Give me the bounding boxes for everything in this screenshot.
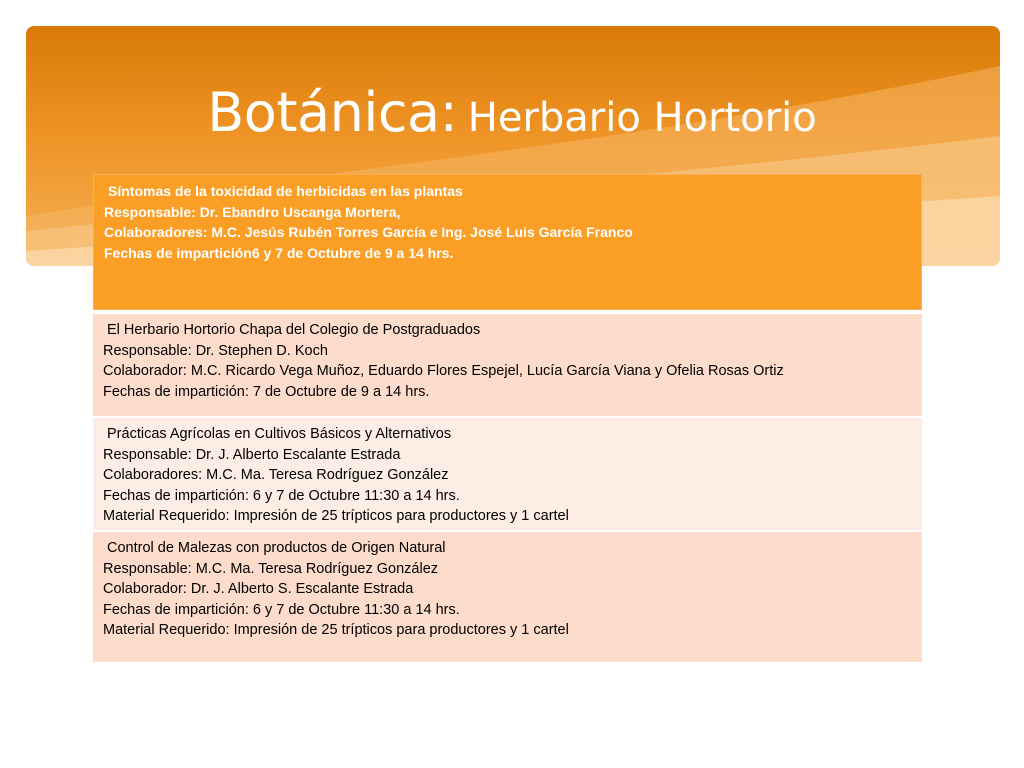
page-title-sub: Herbario Hortorio [467, 95, 817, 141]
course-collaborators: Colaboradores: M.C. Ma. Teresa Rodríguez González [103, 467, 449, 484]
course-material: Material Requerido: Impresión de 25 trípticos para productores y 1 cartel [103, 508, 569, 525]
page-title [0, 81, 1024, 144]
course-dates: Fechas de impartición: 7 de Octubre de 9 a 14 hrs. [103, 383, 430, 400]
course-title: Síntomas de la toxicidad de herbicidas en las plantas [108, 183, 463, 199]
table-row [93, 416, 922, 530]
course-title: Control de Malezas con productos de Origen Natural [107, 540, 446, 556]
course-dates: Fechas de impartición: 6 y 7 de Octubre 11:30 a 14 hrs. [103, 487, 460, 504]
course-title: Prácticas Agrícolas en Cultivos Básicos y Alternativos [107, 426, 452, 442]
course-collaborators: Colaborador: M.C. Ricardo Vega Muñoz, Eduardo Flores Espejel, Lucía García Viana y Ofelia Rosas Ortiz [103, 363, 784, 380]
page-title-main: Botánica: [207, 81, 458, 144]
course-collaborators: Colaborador: Dr. J. Alberto S. Escalante Estrada [103, 581, 414, 598]
course-responsible: Responsable: Dr. Stephen D. Koch [103, 342, 328, 359]
course-dates: Fechas de impartición6 y 7 de Octubre de 9 a 14 hrs. [104, 244, 454, 261]
course-table [93, 174, 922, 662]
course-material: Material Requerido: Impresión de 25 trípticos para productores y 1 cartel [103, 622, 569, 639]
course-title: El Herbario Hortorio Chapa del Colegio de Postgraduados [107, 322, 481, 338]
course-collaborators: Colaboradores: M.C. Jesús Rubén Torres García e Ing. José Luis García Franco [104, 224, 633, 241]
table-row [93, 174, 922, 310]
table-row [93, 314, 922, 416]
course-responsible: Responsable: Dr. J. Alberto Escalante Estrada [103, 446, 401, 463]
table-row [93, 530, 922, 662]
course-responsible: Responsable: Dr. Ebandro Uscanga Mortera, [104, 203, 401, 220]
course-responsible: Responsable: M.C. Ma. Teresa Rodríguez González [103, 560, 439, 577]
course-dates: Fechas de impartición: 6 y 7 de Octubre 11:30 a 14 hrs. [103, 601, 460, 618]
